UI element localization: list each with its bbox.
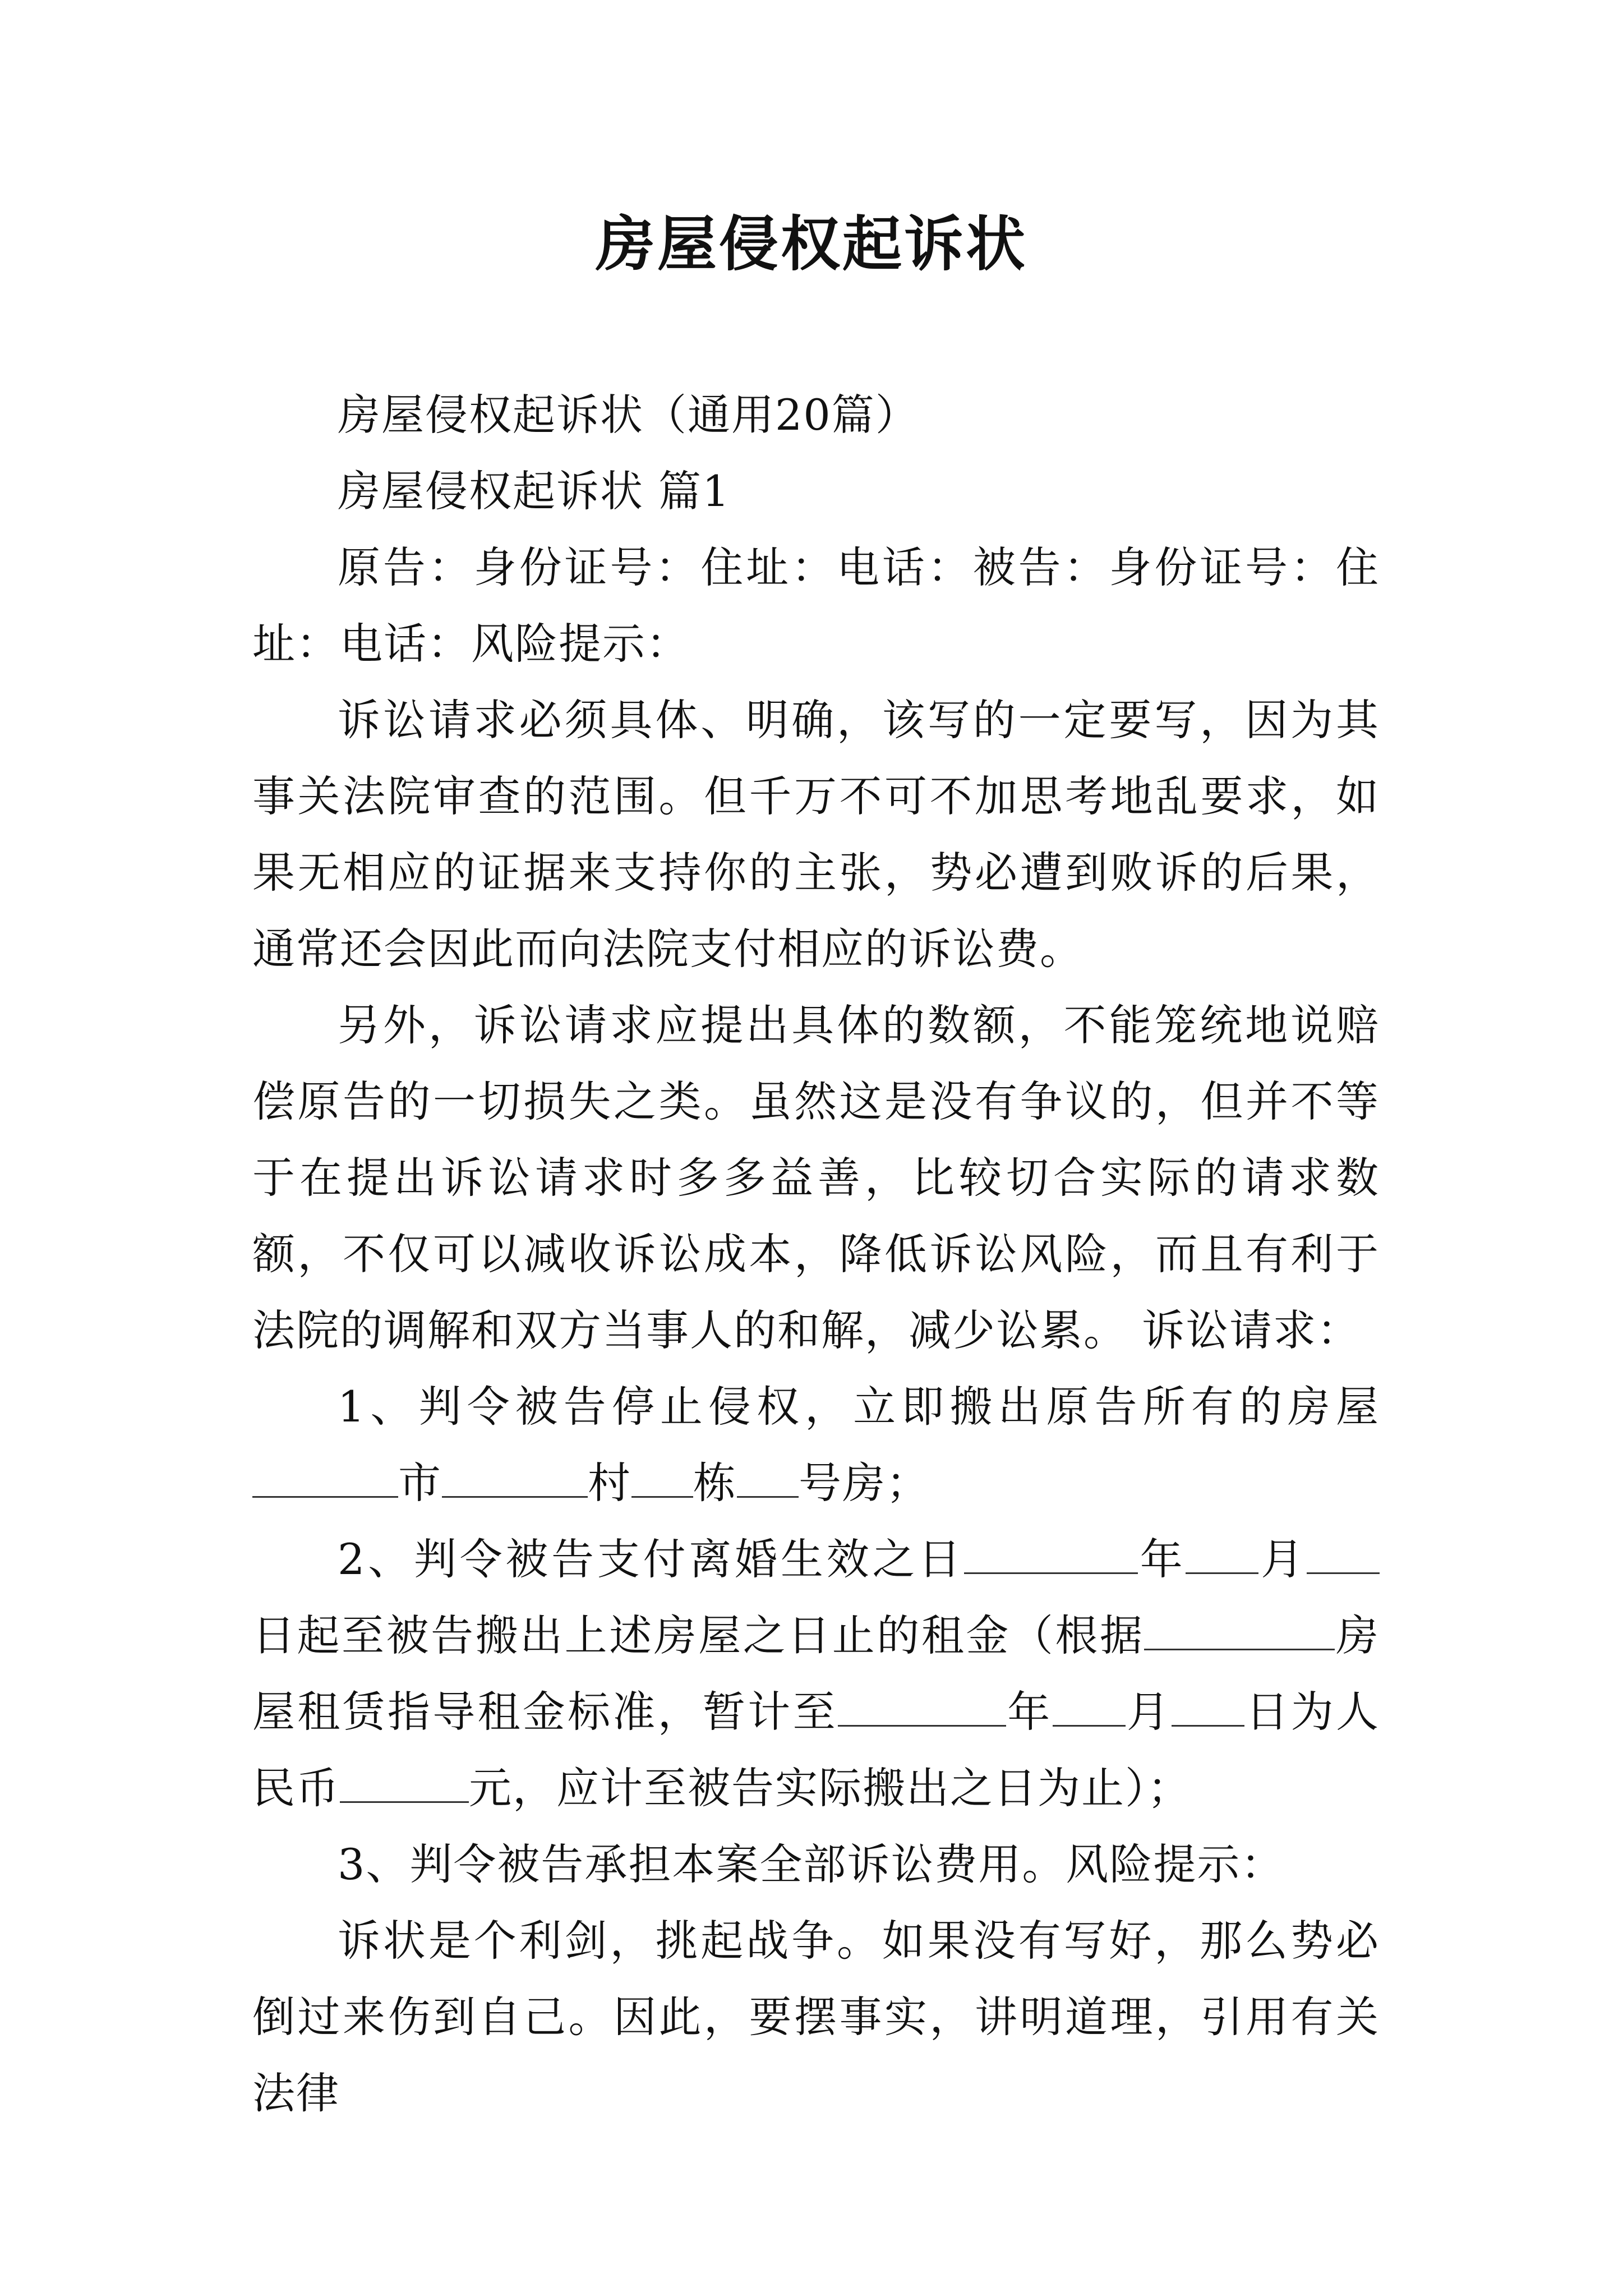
blank-line: [1053, 1686, 1126, 1727]
blank-line: [340, 1762, 469, 1803]
claim-2-text-d: 日起至被告搬出上述房屋之日止的租金（根据: [252, 1611, 1145, 1660]
claim-2-paragraph: [252, 1521, 1380, 1826]
claim-2-text-e: 房屋租赁指导租金标准，暂计至: [252, 1611, 1380, 1737]
blank-line: [964, 1533, 1138, 1574]
party-info-paragraph: 原告：身份证号：住址：电话：被告：身份证号：住址：电话：风险提示：: [252, 542, 1380, 669]
subtitle-line: 房屋侵权起诉状（通用20篇）: [338, 390, 919, 440]
closing-paragraph: 诉状是个利剑，挑起战争。如果没有写好，那么势必倒过来伤到自己。因此，要摆事实，讲明道理，引用有关法律: [252, 1916, 1380, 2118]
claim-3-paragraph: 3、判令被告承担本案全部诉讼费用。风险提示：: [338, 1839, 1285, 1889]
claim-1-text-c: 村: [588, 1458, 631, 1508]
claim-2-text-g: 月: [1125, 1687, 1172, 1737]
section-heading: 房屋侵权起诉状 篇1: [338, 466, 731, 516]
claim-1-text-e: 号房；: [799, 1458, 930, 1508]
blank-line: [1144, 1609, 1335, 1650]
claim-1-paragraph: [252, 1369, 1380, 1521]
blank-line: [631, 1457, 693, 1498]
blank-line: [838, 1686, 1006, 1727]
claim-1-text-a: 1、判令被告停止侵权，立即搬出原告所有的房屋: [338, 1382, 1380, 1432]
claim-2-text-b: 年: [1137, 1534, 1186, 1584]
claim-2-text-i: 元，应计至被告实际搬出之日为止）；: [469, 1763, 1191, 1813]
claim-2-text-a: 2、判令被告支付离婚生效之日: [338, 1534, 964, 1584]
blank-line: [1186, 1533, 1258, 1574]
claim-1-text-d: 栋: [693, 1458, 737, 1508]
blank-line: [737, 1457, 799, 1498]
blank-line: [442, 1457, 588, 1498]
claim-1-text-b: 市: [398, 1458, 442, 1508]
risk-tip-paragraph-2: 另外，诉讼请求应提出具体的数额，不能笼统地说赔偿原告的一切损失之类。虽然这是没有争议的，但并不等于在提出诉讼请求时多多益善，比较切合实际的请求数额，不仅可以减收诉讼成本，降低诉讼风险，而且有利于法院的调解和双方当事人的和解，减少讼累。 诉讼请求：: [252, 1000, 1380, 1355]
claim-2-text-c: 月: [1258, 1534, 1307, 1584]
blank-line: [252, 1457, 398, 1498]
document-body: [252, 377, 1380, 2132]
document-title: 房屋侵权起诉状: [596, 209, 1027, 279]
blank-line: [1307, 1533, 1380, 1574]
claim-2-text-f: 年: [1006, 1687, 1053, 1737]
risk-tip-paragraph-1: 诉讼请求必须具体、明确，该写的一定要写，因为其事关法院审查的范围。但千万不可不加思考地乱要求，如果无相应的证据来支持你的主张，势必遭到败诉的后果，通常还会因此而向法院支付相应的诉讼费。: [252, 695, 1380, 974]
blank-line: [1172, 1686, 1244, 1727]
claim-2-text-h: 日为人民币: [252, 1687, 1380, 1813]
